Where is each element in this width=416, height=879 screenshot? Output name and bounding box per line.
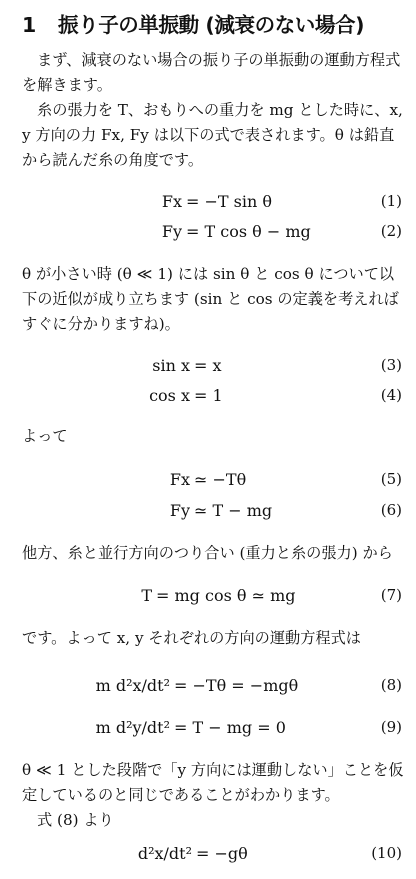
equation-7 — [0, 586, 416, 612]
equation-6 — [0, 501, 416, 527]
equation-10-number: (10) — [371, 844, 402, 862]
paragraph-therefore-text: よって — [22, 427, 68, 445]
paragraph-forces-text: 糸の張力を T、おもりへの重力を mg とした時に、x, y 方向の力 Fx, Fy は以下の式で表されます。θ は鉛直から読んだ糸の角度です。 — [22, 101, 403, 169]
equation-7-lhs: T — [141, 586, 152, 605]
equation-10-rhs: = −gθ — [196, 844, 248, 863]
equation-1 — [0, 192, 416, 218]
paragraph-balance-text: 他方、糸と並行方向のつり合い (重力と糸の張力) から — [22, 544, 393, 562]
paragraph-from8 — [22, 808, 406, 833]
section-number: 1 — [22, 13, 36, 37]
paragraph-assume-text: θ ≪ 1 とした段階で「y 方向には運動しない」ことを仮定しているのと同じであることがわかります。 — [22, 761, 404, 804]
equation-9-rhs: = T − mg = 0 — [174, 718, 286, 737]
equation-8-lhs: m d²x/dt² — [95, 676, 170, 695]
equation-2 — [0, 222, 416, 248]
equation-9-lhs: m d²y/dt² — [95, 718, 170, 737]
paragraph-intro — [22, 48, 406, 98]
paragraph-assume — [22, 758, 406, 808]
equation-4 — [0, 386, 416, 412]
equation-6-rhs: ≃ T − mg — [194, 501, 273, 520]
equation-10 — [0, 844, 416, 870]
equation-4-rhs: = 1 — [194, 386, 223, 405]
paragraph-eom — [22, 626, 406, 651]
paragraph-intro-text: まず、減衰のない場合の振り子の単振動の運動方程式を解きます。 — [22, 51, 401, 94]
equation-9-number: (9) — [380, 718, 402, 736]
equation-1-lhs: Fx — [161, 192, 182, 211]
equation-2-number: (2) — [380, 222, 402, 240]
equation-5-rhs: ≃ −Tθ — [194, 470, 247, 489]
equation-5-number: (5) — [380, 470, 402, 488]
equation-8-rhs: = −Tθ = −mgθ — [174, 676, 299, 695]
paragraph-approx — [22, 262, 406, 337]
paragraph-from8-text: 式 (8) より — [37, 811, 114, 829]
equation-6-lhs: Fy — [169, 501, 190, 520]
section-title: 振り子の単振動 (減衰のない場合) — [58, 13, 365, 37]
equation-5 — [0, 470, 416, 496]
equation-3 — [0, 356, 416, 382]
equation-3-number: (3) — [380, 356, 402, 374]
equation-6-number: (6) — [380, 501, 402, 519]
equation-4-number: (4) — [380, 386, 402, 404]
equation-2-lhs: Fy — [161, 222, 182, 241]
equation-3-rhs: = x — [194, 356, 222, 375]
equation-1-number: (1) — [380, 192, 402, 210]
equation-8-number: (8) — [380, 676, 402, 694]
equation-1-rhs: = −T sin θ — [186, 192, 273, 211]
equation-9 — [0, 718, 416, 744]
equation-5-lhs: Fx — [169, 470, 190, 489]
paragraph-balance — [22, 541, 406, 566]
equation-4-lhs: cos x — [149, 386, 190, 405]
equation-7-rhs: = mg cos θ ≃ mg — [156, 586, 296, 605]
paragraph-eom-text: です。よって x, y それぞれの方向の運動方程式は — [22, 629, 361, 647]
paragraph-forces — [22, 98, 406, 173]
equation-3-lhs: sin x — [152, 356, 190, 375]
equation-8 — [0, 676, 416, 702]
equation-7-number: (7) — [380, 586, 402, 604]
equation-2-rhs: = T cos θ − mg — [186, 222, 311, 241]
equation-10-lhs: d²x/dt² — [137, 844, 192, 863]
paragraph-therefore — [22, 424, 406, 449]
paragraph-approx-text: θ が小さい時 (θ ≪ 1) には sin θ と cos θ について以下の近似が成り立ちます (sin と cos の定義を考えればすぐに分かりますね)。 — [22, 265, 399, 333]
section-heading — [22, 8, 412, 38]
